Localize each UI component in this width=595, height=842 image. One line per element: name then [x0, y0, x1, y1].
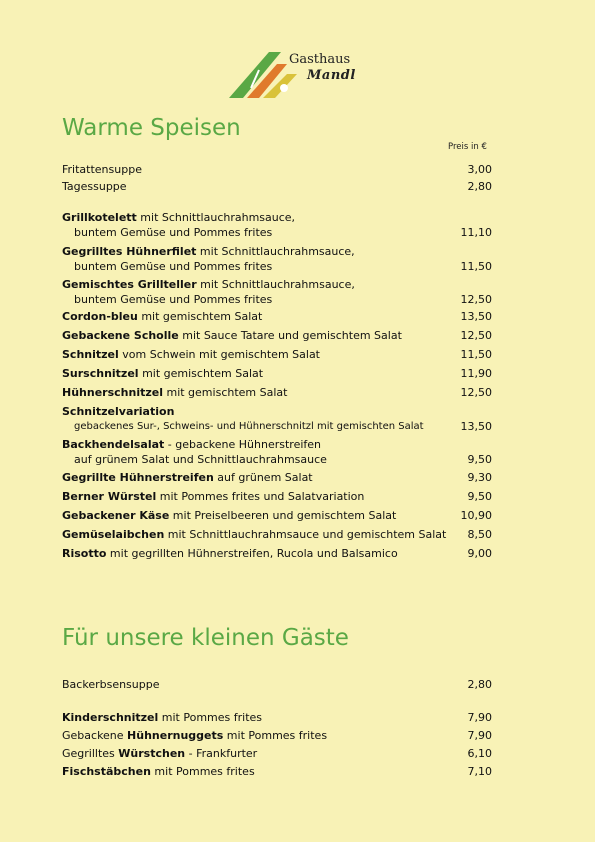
- menu-item-name: [62, 728, 327, 743]
- menu-item-price: 9,50: [467, 453, 492, 466]
- section-title-kids: Für unsere kleinen Gäste: [62, 625, 349, 651]
- menu-item-dish: Gemischtes Grillteller: [62, 278, 197, 291]
- menu-item: [62, 210, 492, 240]
- menu-item-subline: buntem Gemüse und Pommes frites: [74, 260, 273, 273]
- menu-item-dish: Schnitzelvariation: [62, 405, 175, 418]
- menu-item-description: mit Schnittlauchrahmsauce,: [196, 278, 355, 291]
- menu-item-description: - gebackene Hühnerstreifen: [164, 438, 321, 451]
- menu-item-price: 10,90: [460, 509, 492, 522]
- menu-item-name: [62, 210, 295, 225]
- menu-item-price: 12,50: [460, 293, 492, 306]
- menu-item-prefix: Gegrilltes: [62, 747, 119, 760]
- menu-item: [62, 162, 492, 177]
- menu-item-description: mit Sauce Tatare und gemischtem Salat: [178, 329, 402, 342]
- menu-item-description: - Frankfurter: [185, 747, 258, 760]
- menu-item-price: 11,50: [460, 348, 492, 361]
- menu-item-dish: Hühnernuggets: [127, 729, 224, 742]
- menu-item-name: [62, 179, 127, 194]
- menu-item-dish: Schnitzel: [62, 348, 119, 361]
- menu-item-dish: Risotto: [62, 547, 107, 560]
- menu-item-price: 3,00: [467, 163, 492, 176]
- menu-item-description: auf grünem Salat: [213, 471, 313, 484]
- menu-item: [62, 366, 492, 381]
- menu-item-name: [62, 764, 255, 779]
- menu-item-dish: Backhendelsalat: [62, 438, 165, 451]
- menu-item-description: mit gemischtem Salat: [138, 367, 264, 380]
- menu-item-price: 9,50: [467, 490, 492, 503]
- menu-item: [62, 710, 492, 725]
- menu-item-description: mit Pommes frites: [158, 711, 263, 724]
- menu-item-name: [62, 489, 364, 504]
- menu-item-dish: Berner Würstel: [62, 490, 157, 503]
- menu-item: [62, 677, 492, 692]
- menu-item-dish: Grillkotelett: [62, 211, 137, 224]
- menu-item-description: Tagessuppe: [62, 180, 127, 193]
- menu-item-dish: Fischstäbchen: [62, 765, 151, 778]
- menu-item-dish: Gegrilltes Hühnerfilet: [62, 245, 197, 258]
- menu-item-price: 9,00: [467, 547, 492, 560]
- menu-item: [62, 277, 492, 307]
- menu-item-description: mit gemischtem Salat: [162, 386, 288, 399]
- menu-item-description: mit Pommes frites: [150, 765, 255, 778]
- menu-item-price: 6,10: [467, 747, 492, 760]
- menu-item-name: [62, 710, 262, 725]
- menu-item-price: 12,50: [460, 329, 492, 342]
- menu-item-dish: Kinderschnitzel: [62, 711, 159, 724]
- menu-item: [62, 347, 492, 362]
- menu-item-name: [62, 527, 446, 542]
- menu-item-price: 13,50: [460, 420, 492, 433]
- menu-item: [62, 385, 492, 400]
- menu-item-description: vom Schwein mit gemischtem Salat: [118, 348, 320, 361]
- menu-item-name: [62, 309, 262, 324]
- menu-item-name: [62, 244, 355, 259]
- menu-item-name: [62, 162, 142, 177]
- menu-item-dish: Gebackener Käse: [62, 509, 170, 522]
- menu-item-subline: buntem Gemüse und Pommes frites: [74, 226, 273, 239]
- menu-item-subline: gebackenes Sur-, Schweins- und Hühnerschnitzl mit gemischten Salat: [74, 421, 424, 432]
- menu-item: [62, 244, 492, 274]
- menu-item-dish: Cordon-bleu: [62, 310, 138, 323]
- menu-item-price: 11,50: [460, 260, 492, 273]
- menu-item: [62, 437, 492, 467]
- menu-item: [62, 728, 492, 743]
- menu-item: [62, 404, 492, 434]
- menu-item: [62, 764, 492, 779]
- menu-item: [62, 508, 492, 523]
- logo-line1: Gasthaus: [289, 52, 351, 67]
- menu-item-price: 7,90: [467, 711, 492, 724]
- menu-item-price: 11,10: [460, 226, 492, 239]
- section-title-warm: Warme Speisen: [62, 115, 241, 141]
- menu-item-price: 2,80: [467, 180, 492, 193]
- menu-item-description: Backerbsensuppe: [62, 678, 160, 691]
- menu-item-name: [62, 277, 355, 292]
- menu-item-name: [62, 366, 263, 381]
- menu-item-price: 7,90: [467, 729, 492, 742]
- menu-item-description: mit Pommes frites und Salatvariation: [156, 490, 365, 503]
- price-header: Preis in €: [448, 142, 487, 152]
- menu-item: [62, 470, 492, 485]
- menu-item-dish: Würstchen: [118, 747, 186, 760]
- menu-item-description: mit Preiselbeeren und gemischtem Salat: [169, 509, 397, 522]
- menu-item: [62, 179, 492, 194]
- menu-item-dish: Gemüselaibchen: [62, 528, 165, 541]
- menu-item-price: 9,30: [467, 471, 492, 484]
- menu-item: [62, 309, 492, 324]
- menu-item-dish: Surschnitzel: [62, 367, 139, 380]
- menu-item: [62, 489, 492, 504]
- menu-item-name: [62, 404, 174, 419]
- menu-item-description: mit gemischtem Salat: [137, 310, 263, 323]
- menu-item-price: 7,10: [467, 765, 492, 778]
- menu-item-description: mit Schnittlauchrahmsauce und gemischtem Salat: [164, 528, 447, 541]
- menu-item-price: 8,50: [467, 528, 492, 541]
- menu-item-name: [62, 546, 398, 561]
- menu-item-prefix: Gebackene: [62, 729, 128, 742]
- menu-item-dish: Gegrillte Hühnerstreifen: [62, 471, 214, 484]
- menu-item-price: 2,80: [467, 678, 492, 691]
- menu-item-price: 12,50: [460, 386, 492, 399]
- menu-item-subline: buntem Gemüse und Pommes frites: [74, 293, 273, 306]
- menu-item-dish: Hühnerschnitzel: [62, 386, 163, 399]
- menu-item-name: [62, 328, 402, 343]
- menu-item: [62, 527, 492, 542]
- menu-item-name: [62, 437, 321, 452]
- menu-item-name: [62, 470, 313, 485]
- menu-item-name: [62, 746, 257, 761]
- menu-item: [62, 328, 492, 343]
- restaurant-logo: [229, 48, 369, 100]
- menu-item: [62, 746, 492, 761]
- menu-item-description: mit Pommes frites: [223, 729, 328, 742]
- menu-item-name: [62, 347, 320, 362]
- menu-item-description: mit Schnittlauchrahmsauce,: [196, 245, 355, 258]
- menu-item-description: Fritattensuppe: [62, 163, 142, 176]
- menu-item-name: [62, 508, 396, 523]
- menu-item-price: 11,90: [460, 367, 492, 380]
- logo-line2: Mandl: [307, 68, 356, 83]
- menu-item-name: [62, 385, 287, 400]
- menu-item-description: mit gegrillten Hühnerstreifen, Rucola und Balsamico: [106, 547, 398, 560]
- menu-item-description: mit Schnittlauchrahmsauce,: [136, 211, 296, 224]
- menu-item-dish: Gebackene Scholle: [62, 329, 179, 342]
- menu-item: [62, 546, 492, 561]
- menu-item-price: 13,50: [460, 310, 492, 323]
- menu-item-subline: auf grünem Salat und Schnittlauchrahmsauce: [74, 453, 327, 466]
- menu-item-name: [62, 677, 160, 692]
